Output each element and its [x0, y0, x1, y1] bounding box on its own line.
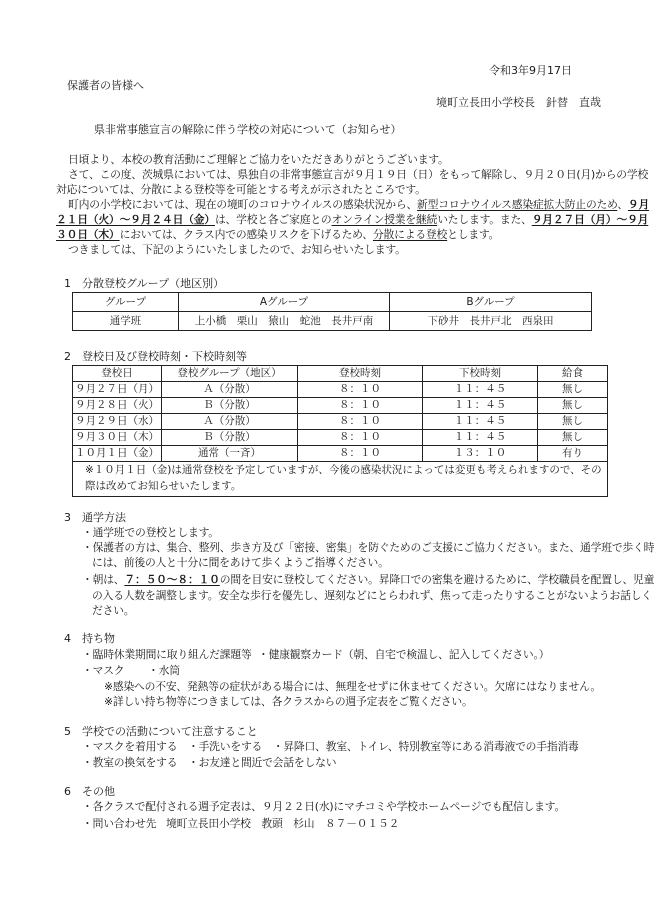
table-cell: ９月３０日（木）: [73, 430, 162, 446]
section-2-heading: [64, 351, 247, 362]
table-header: Bグループ: [390, 293, 592, 312]
table-header: Aグループ: [179, 293, 390, 312]
schedule-note: ※１０月１日（金)は通常登校を予定していますが、今後の感染状況によっては変更も考えられますので、その際は改めてお知らせいたします。: [73, 462, 608, 497]
table-cell: ８：１０: [298, 398, 423, 414]
list-item: ・教室の換気をする ・お友達と間近で会話をしない: [82, 756, 337, 769]
table-cell: ９月２７日（月）: [73, 382, 162, 398]
intro-line: 対応については、分散による登校等を可能とする考えが示されたところです。: [56, 183, 426, 196]
table-cell: １１：４５: [423, 414, 538, 430]
table-header-row: [73, 366, 608, 382]
section-title: その他: [82, 785, 115, 798]
intro-date: ９月: [627, 198, 650, 211]
intro-line: [56, 215, 648, 226]
table-cell: 有り: [538, 446, 608, 462]
arrival-time: ７：５０～８：１０: [124, 573, 220, 586]
section-number: 4: [64, 632, 71, 645]
contact-label: ・問い合わせ先: [82, 817, 157, 830]
table-cell: 無し: [538, 382, 608, 398]
table-header: 登校時刻: [298, 366, 423, 382]
intro-text: においては、クラス内での感染リスクを下げるため、: [119, 228, 373, 241]
table-cell: Ａ（分散）: [162, 382, 298, 398]
sender: 境町立長田小学校長 針替 直哉: [436, 96, 601, 109]
section-1-heading: [64, 278, 224, 289]
table-cell: 下砂井 長井戸北 西泉田: [390, 312, 592, 331]
table-header: 登校日: [73, 366, 162, 382]
document-date: 令和3年9月17日: [489, 64, 572, 77]
section-6-heading: [64, 786, 115, 797]
section-3-heading: [64, 512, 126, 523]
table-note-row: [73, 462, 608, 497]
intro-date: ３０日（木）: [56, 228, 120, 241]
list-item: ・臨時休業期間に取り組んだ課題等: [82, 648, 252, 661]
section-5-heading: [64, 726, 258, 737]
table-cell: ９月２８日（火）: [73, 398, 162, 414]
section-number: 5: [64, 725, 71, 738]
table-row: [73, 398, 608, 414]
group-table: [72, 292, 592, 331]
table-cell: ８：１０: [298, 382, 423, 398]
list-item: [82, 575, 654, 586]
table-cell: 無し: [538, 430, 608, 446]
table-row: [73, 430, 608, 446]
intro-line: [56, 230, 499, 241]
intro-text: は、学校と各ご家庭との: [214, 213, 332, 226]
section-number: 2: [64, 350, 71, 363]
document-title: 県非常事態宣言の解除に伴う学校の対応について（お知らせ）: [94, 123, 402, 136]
intro-text: いたします。また、: [437, 213, 532, 226]
table-cell: １０月１日（金）: [73, 446, 162, 462]
section-title: 登校日及び登校時刻・下校時刻等: [82, 350, 247, 363]
table-header: グループ: [73, 293, 179, 312]
table-cell: １３：１０: [423, 446, 538, 462]
table-cell: ９月２９日（水）: [73, 414, 162, 430]
section-title: 分散登校グループ（地区別）: [82, 277, 225, 290]
table-cell: 無し: [538, 414, 608, 430]
intro-text: とします。: [447, 228, 500, 241]
note-item: ※感染への不安、発熱等の症状がある場合には、無理をせずに休ませてください。欠席にはなりません。: [104, 680, 601, 693]
list-item: ・マスク: [82, 664, 125, 677]
list-item: ・各クラスで配付される週予定表は、９月２２日(水)にマチコミや学校ホームページでも配信します。: [82, 800, 566, 813]
table-cell: ８：１０: [298, 446, 423, 462]
intro-date: ２１日（火）～９月２４日（金）: [56, 213, 215, 226]
intro-line: [68, 200, 649, 211]
section-number: 6: [64, 785, 71, 798]
table-cell: １１：４５: [423, 382, 538, 398]
section-number: 3: [64, 511, 71, 524]
table-cell: Ｂ（分散）: [162, 430, 298, 446]
note-item: ※詳しい持ち物等につきましては、各クラスからの週予定表をご覧ください。: [104, 695, 473, 708]
list-item-continued: ださい。: [92, 604, 135, 617]
table-cell: １１：４５: [423, 430, 538, 446]
table-row: [73, 446, 608, 462]
intro-emphasis: オンライン授業を継続: [331, 213, 438, 226]
section-title: 通学方法: [82, 511, 126, 524]
intro-line: つきましては、下記のようにいたしましたので、お知らせいたします。: [68, 243, 406, 256]
list-item: ・通学班での登校とします。: [82, 526, 219, 539]
table-cell: ８：１０: [298, 430, 423, 446]
section-title: 持ち物: [82, 632, 115, 645]
schedule-table: [72, 365, 608, 497]
recipient: 保護者の皆様へ: [67, 79, 144, 92]
table-header: 下校時刻: [423, 366, 538, 382]
table-cell: １１：４５: [423, 398, 538, 414]
list-item: ・マスクを着用する ・手洗いをする ・昇降口、教室、トイレ、特別教室等にある消毒液での手指消毒: [82, 740, 579, 753]
list-item: ・健康観察カード（朝、自宅で検温し、記入してください。）: [258, 648, 550, 661]
list-item: ・水筒: [148, 664, 180, 677]
table-header: 給食: [538, 366, 608, 382]
table-header-row: [73, 293, 592, 312]
table-row: [73, 382, 608, 398]
table-cell: 通常（一斉）: [162, 446, 298, 462]
list-item: ・保護者の方は、集合、整列、歩き方及び「密接、密集」を防ぐためのご支援にご協力ください。また、通学班で歩く時: [82, 541, 654, 554]
list-item-continued: には、前後の人と十分に間をあけて歩くようご指導ください。: [92, 556, 389, 569]
intro-emphasis: 新型コロナウイルス感染症拡大防止のため: [417, 198, 618, 211]
table-row: [73, 312, 592, 331]
table-row: [73, 414, 608, 430]
section-4-heading: [64, 633, 115, 644]
intro-text: 、: [617, 198, 628, 211]
table-cell: 通学班: [73, 312, 179, 331]
intro-emphasis: 分散による登校: [372, 228, 448, 241]
list-text: ・朝は、: [82, 573, 125, 586]
intro-line: さて、この度、茨城県においては、県独自の非常事態宣言が９月１９日（日）をもって解除し、９月２０日(月)からの学校: [68, 168, 649, 181]
contact-school: 境町立長田小学校 教頭 杉山: [166, 817, 315, 830]
table-header: 登校グループ（地区）: [162, 366, 298, 382]
list-text: の間を目安に登校してください。昇降口での密集を避けるために、学校職員を配置し、児童: [219, 573, 654, 586]
contact-phone: ８７－０１５２: [325, 817, 400, 830]
table-cell: 上小橋 栗山 猿山 蛇池 長井戸南: [179, 312, 390, 331]
section-title: 学校での活動について注意すること: [82, 725, 258, 738]
table-cell: 無し: [538, 398, 608, 414]
intro-date: ９月２７日（月）～９月: [531, 213, 649, 226]
intro-text: 町内の小学校においては、現在の境町のコロナウイルスの感染状況から、: [68, 198, 418, 211]
table-cell: Ａ（分散）: [162, 414, 298, 430]
table-cell: Ｂ（分散）: [162, 398, 298, 414]
list-item-continued: の入る人数を調整します。安全な歩行を優先し、遅刻などにとらわれず、焦って走ったりすることがないようお話しく: [92, 589, 652, 602]
intro-line: 日頃より、本校の教育活動にご理解とご協力をいただきありがとうございます。: [68, 153, 449, 166]
table-cell: ８：１０: [298, 414, 423, 430]
section-number: 1: [64, 277, 71, 290]
